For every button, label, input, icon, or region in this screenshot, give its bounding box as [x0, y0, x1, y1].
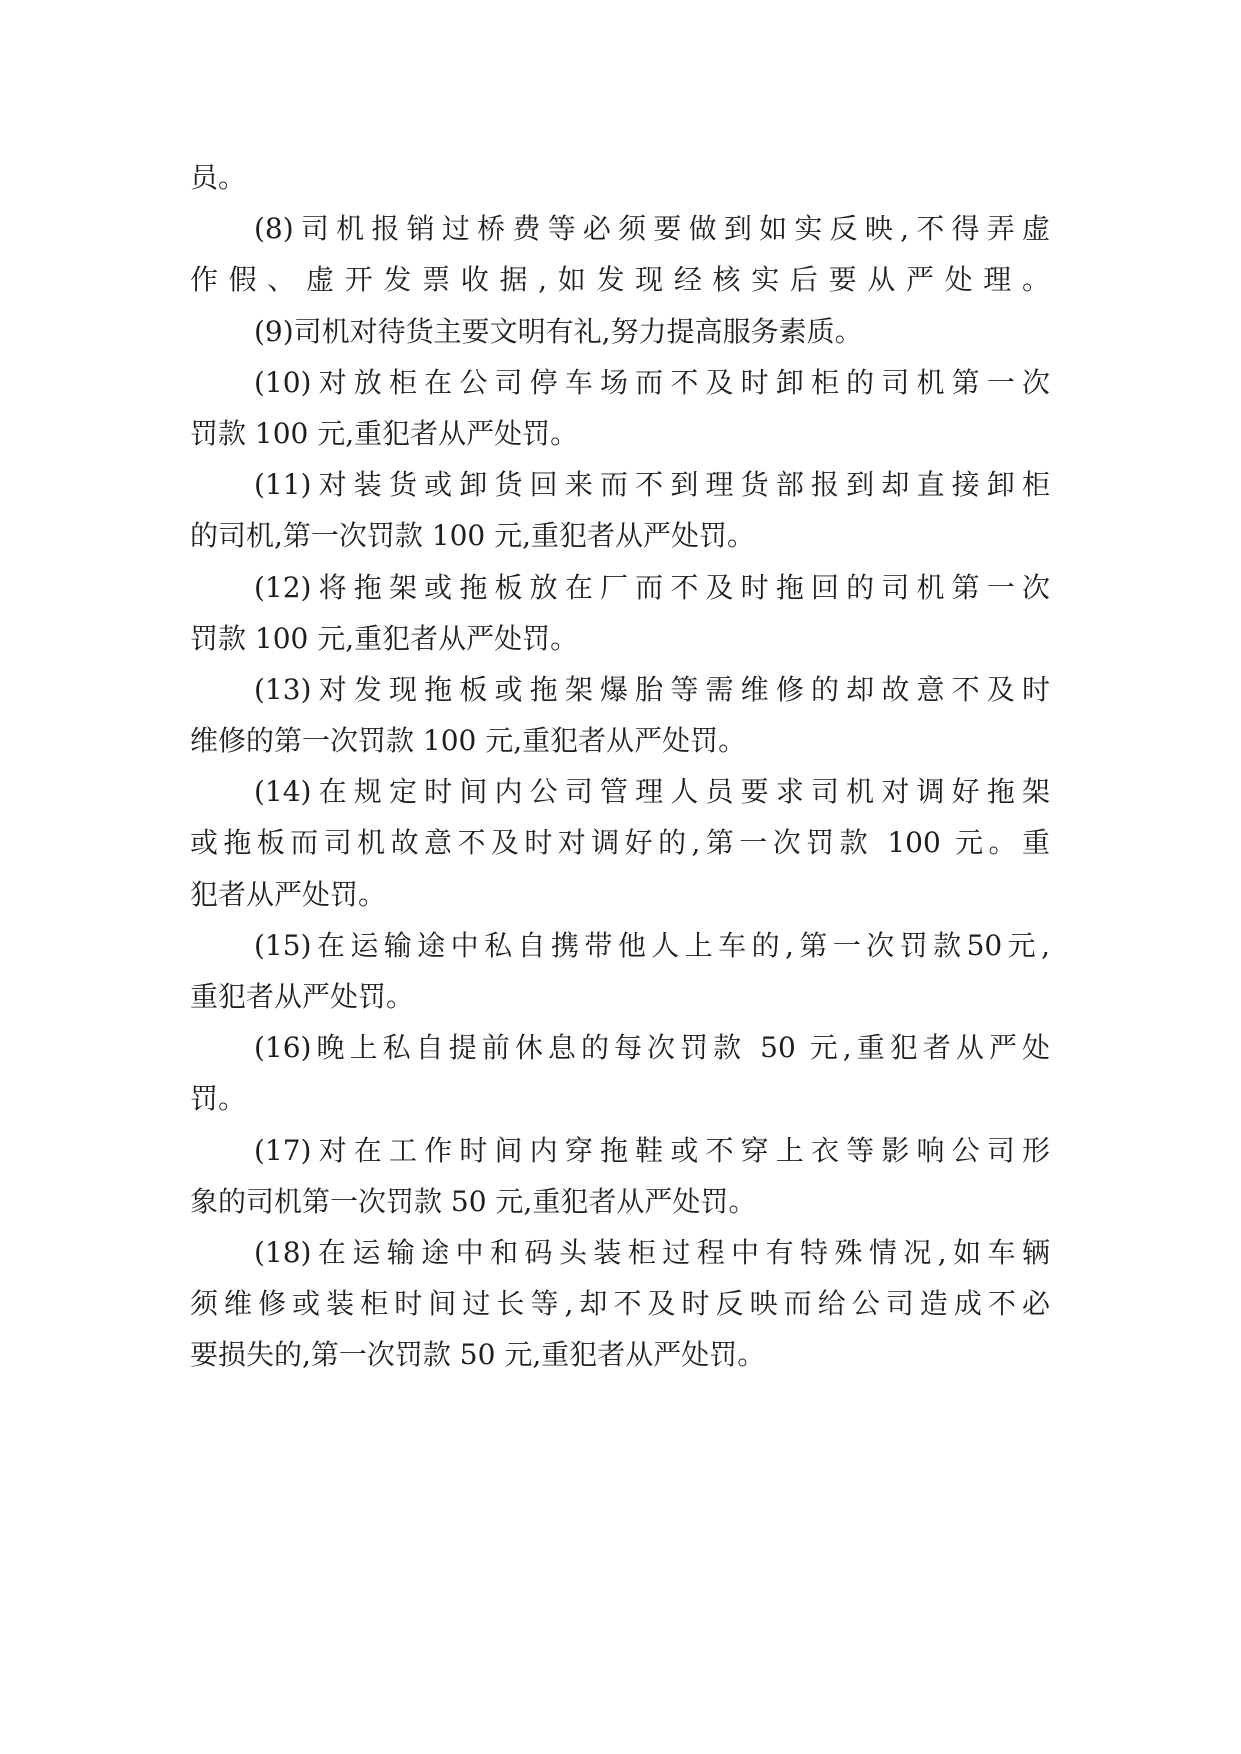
text-line: 罚。	[190, 1082, 247, 1115]
text-line: 罚款 100 元,重犯者从严处罚。	[190, 622, 579, 655]
text-line: 象的司机第一次罚款 50 元,重犯者从严处罚。	[190, 1185, 757, 1218]
text-line: 或拖板而司机故意不及时对调好的,第一次罚款 100 元。重	[190, 826, 1050, 859]
text-line: 作假、虚开发票收据,如发现经核实后要从严处理。	[190, 263, 1050, 296]
text-line: (12)将拖架或拖板放在厂而不及时拖回的司机第一次	[254, 571, 1050, 604]
text-line: (14)在规定时间内公司管理人员要求司机对调好拖架	[254, 775, 1050, 808]
text-line: 犯者从严处罚。	[190, 878, 387, 911]
text-line: 须维修或装柜时间过长等,却不及时反映而给公司造成不必	[190, 1287, 1050, 1320]
text-line: (8)司机报销过桥费等必须要做到如实反映,不得弄虚	[254, 212, 1050, 245]
text-line: 员。	[190, 161, 247, 194]
text-line: 重犯者从严处罚。	[190, 980, 415, 1013]
text-line: (11)对装货或卸货回来而不到理货部报到却直接卸柜	[254, 468, 1050, 501]
text-line: (18)在运输途中和码头装柜过程中有特殊情况,如车辆	[254, 1236, 1050, 1269]
text-line: 罚款 100 元,重犯者从严处罚。	[190, 417, 579, 450]
text-line: (13)对发现拖板或拖架爆胎等需维修的却故意不及时	[254, 673, 1050, 706]
text-line: 的司机,第一次罚款 100 元,重犯者从严处罚。	[190, 519, 756, 552]
text-line: 维修的第一次罚款 100 元,重犯者从严处罚。	[190, 724, 747, 757]
text-line: (9)司机对待货主要文明有礼,努力提高服务素质。	[254, 315, 863, 348]
text-line: (10)对放柜在公司停车场而不及时卸柜的司机第一次	[254, 366, 1050, 399]
text-line: 要损失的,第一次罚款 50 元,重犯者从严处罚。	[190, 1338, 766, 1371]
text-line: (16)晚上私自提前休息的每次罚款 50 元,重犯者从严处	[254, 1031, 1050, 1064]
text-line: (17)对在工作时间内穿拖鞋或不穿上衣等影响公司形	[254, 1134, 1050, 1167]
text-line: (15)在运输途中私自携带他人上车的,第一次罚款50元,	[254, 929, 1050, 962]
